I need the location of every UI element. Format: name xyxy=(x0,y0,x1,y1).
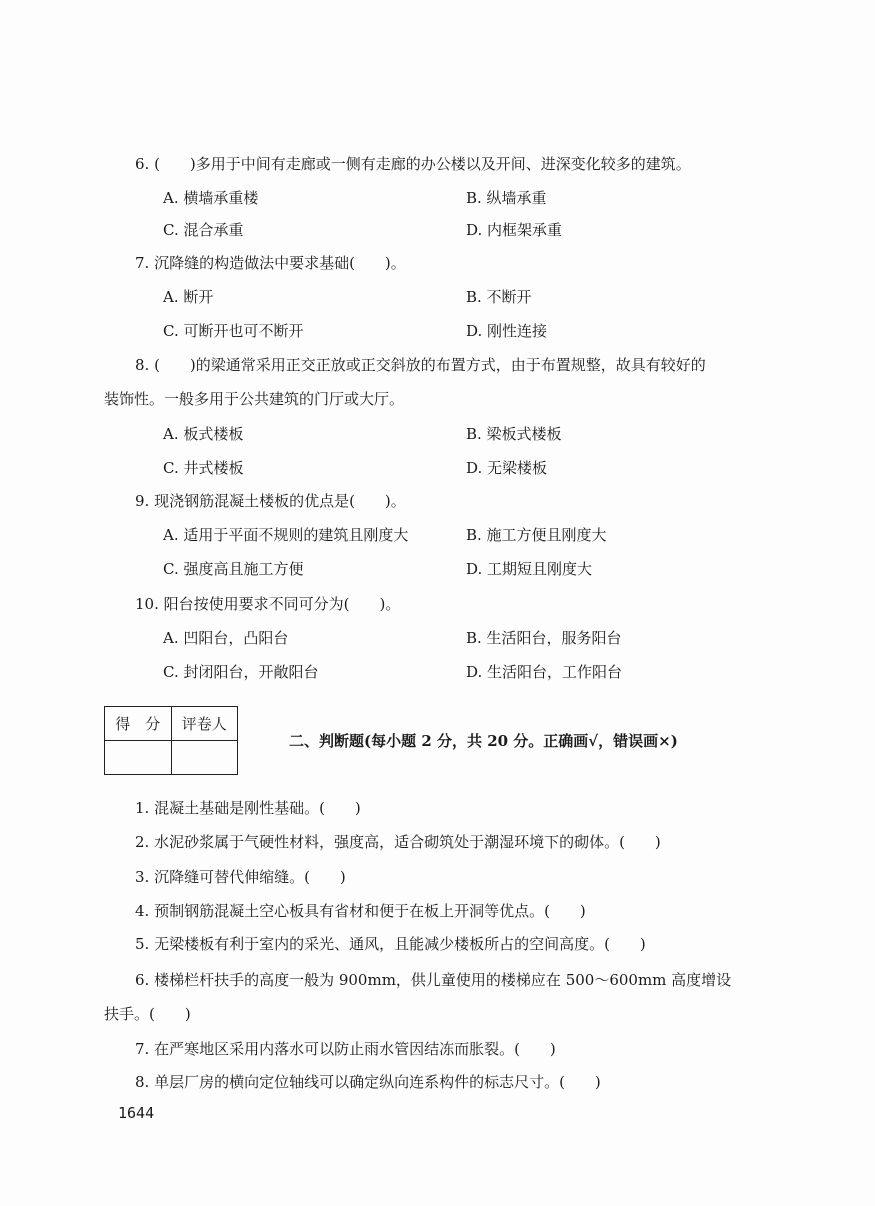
question-9-option-b: B. 施工方便且刚度大 xyxy=(466,526,607,544)
tf-item-8: 8. 单层厂房的横向定位轴线可以确定纵向连系构件的标志尺寸。( ) xyxy=(135,1073,601,1091)
question-10-option-d: D. 生活阳台，工作阳台 xyxy=(466,663,623,681)
tf-item-2: 2. 水泥砂浆属于气硬性材料，强度高，适合砌筑处于潮湿环境下的砌体。( ) xyxy=(135,833,661,851)
tf-item-3: 3. 沉降缝可替代伸缩缝。( ) xyxy=(135,868,346,886)
question-6-option-c: C. 混合承重 xyxy=(163,221,244,239)
question-8-stem: 8. ( )的梁通常采用正交正放或正交斜放的布置方式，由于布置规整，故具有较好的 xyxy=(135,356,706,374)
question-10-option-a: A. 凹阳台，凸阳台 xyxy=(163,629,289,647)
question-10-option-c: C. 封闭阳台，开敞阳台 xyxy=(163,663,319,681)
question-7-option-a: A. 断开 xyxy=(163,288,214,306)
tf-item-6: 6. 楼梯栏杆扶手的高度一般为 900mm，供儿童使用的楼梯应在 500～600mm 高度增设 xyxy=(135,971,732,989)
question-10-stem: 10. 阳台按使用要求不同可分为( )。 xyxy=(135,595,401,613)
score-header: 得 分 xyxy=(105,707,172,741)
score-table xyxy=(104,706,238,775)
score-cell[interactable] xyxy=(105,741,172,775)
question-7-option-d: D. 刚性连接 xyxy=(466,322,548,340)
grader-cell[interactable] xyxy=(171,741,238,775)
question-6-option-b: B. 纵墙承重 xyxy=(466,189,547,207)
question-7-option-c: C. 可断开也可不断开 xyxy=(163,322,304,340)
tf-item-6-continued: 扶手。( ) xyxy=(104,1005,191,1023)
question-7-stem: 7. 沉降缝的构造做法中要求基础( )。 xyxy=(135,254,406,272)
question-9-stem: 9. 现浇钢筋混凝土楼板的优点是( )。 xyxy=(135,492,406,510)
question-7-option-b: B. 不断开 xyxy=(466,288,532,306)
question-9-option-c: C. 强度高且施工方便 xyxy=(163,560,304,578)
question-8-option-d: D. 无梁楼板 xyxy=(466,459,548,477)
page-number: 1644 xyxy=(118,1104,155,1122)
question-8-option-b: B. 梁板式楼板 xyxy=(466,425,562,443)
question-6-option-a: A. 横墙承重楼 xyxy=(163,189,259,207)
tf-item-7: 7. 在严寒地区采用内落水可以防止雨水管因结冻而胀裂。( ) xyxy=(135,1040,556,1058)
question-9-option-d: D. 工期短且刚度大 xyxy=(466,560,593,578)
grader-header: 评卷人 xyxy=(171,707,238,741)
question-8-option-c: C. 井式楼板 xyxy=(163,459,244,477)
tf-item-5: 5. 无梁楼板有利于室内的采光、通风，且能减少楼板所占的空间高度。( ) xyxy=(135,935,646,953)
question-6-stem: 6. ( )多用于中间有走廊或一侧有走廊的办公楼以及开间、进深变化较多的建筑。 xyxy=(135,155,691,173)
question-6-option-d: D. 内框架承重 xyxy=(466,221,563,239)
question-10-option-b: B. 生活阳台，服务阳台 xyxy=(466,629,622,647)
question-9-option-a: A. 适用于平面不规则的建筑且刚度大 xyxy=(163,526,409,544)
tf-item-1: 1. 混凝土基础是刚性基础。( ) xyxy=(135,799,361,817)
section-2-title: 二、判断题(每小题 2 分，共 20 分。正确画√，错误画×) xyxy=(289,732,678,750)
tf-item-4: 4. 预制钢筋混凝土空心板具有省材和便于在板上开洞等优点。( ) xyxy=(135,902,586,920)
question-8-option-a: A. 板式楼板 xyxy=(163,425,244,443)
question-8-stem-continued: 装饰性。一般多用于公共建筑的门厅或大厅。 xyxy=(104,390,405,408)
